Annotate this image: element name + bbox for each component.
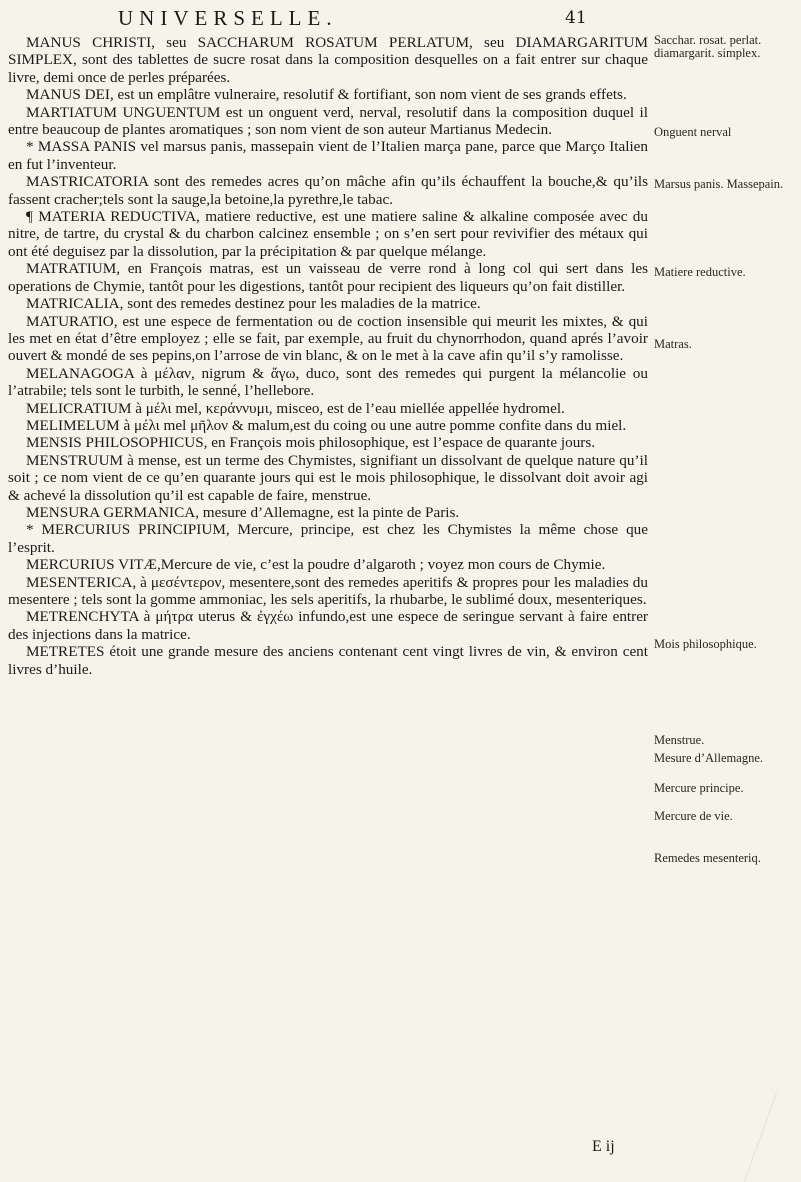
entry-mensis-philosophicus: MENSIS PHILOSOPHICUS, en François mois philosophique, est l’espace de quarante jours.: [26, 434, 596, 452]
margin-note-menstrue: Menstrue.: [654, 733, 705, 747]
entry-mensura-germanica: MENSURA GERMANICA, mesure d’Allemagne, est la pinte de Paris.: [26, 503, 460, 521]
entry-menstruum: MENSTRUUM à mense, est un terme des Chymistes, signifiant un dissolvant de quelque nature qu’il soit ; ce nom vient de ce qu’en quarante jours qui est le mois philosophique, le dissolvant doit avoir agi & achevé la dissolution qu’il est capable de faire, menstrue.: [8, 451, 648, 504]
entry-mastricatoria: MASTRICATORIA sont des remedes acres qu’on mâche afin qu’ils échauffent la bouche,& qu’ils fassent cracher;tels sont la sauge,la betoine,la pyrethre,le tabac.: [8, 173, 648, 208]
dictionary-column: [8, 34, 648, 678]
entry-materia-reductiva: ¶ MATERIA REDUCTIVA, matiere reductive, est une matiere saline & alkaline composée avec du nitre, de tartre, du crystal & du charbon calcinez ensemble ; on s’en sert pour revivifier des métaux qui ont été deguisez par la dissolution, par la précipitation & par quelque mélange.: [8, 208, 648, 260]
entry-melanagoga: MELANAGOGA à μέλαν, nigrum & ἄγω, duco, sont des remedes qui purgent la mélancolie ou l’atrabile; tels sont le turbith, le senné, l’hellebore.: [8, 364, 648, 400]
margin-note-mois: Mois philosophique.: [654, 637, 757, 651]
margin-note-remedes: Remedes mesenteriq.: [654, 851, 761, 865]
entry-melimelum: MELIMELUM à μέλι mel μῆλον & malum,est du coing ou une autre pomme confite dans du miel.: [26, 416, 627, 434]
signature-mark: E ij: [592, 1138, 615, 1155]
entry-melicratium: MELICRATIUM à μέλι mel, κεράννυμι, misceo, est de l’eau miellée appellée hydromel.: [26, 399, 565, 417]
margin-note-mercure-vie: Mercure de vie.: [654, 809, 733, 823]
entry-manus-christi: MANUS CHRISTI, seu SACCHARUM ROSATUM PERLATUM, seu DIAMARGARITUM SIMPLEX, sont des tablettes de sucre rosat dans la composition desquelles on a fait entrer sur chaque livre, demi once de perles préparées.: [8, 34, 648, 86]
entry-manus-dei: MANUS DEI, est un emplâtre vulneraire, resolutif & fortifiant, son nom vient de ses grands effets.: [26, 86, 627, 104]
entry-mercurius-principium: * MERCURIUS PRINCIPIUM, Mercure, principe, est chez les Chymistes la même chose que l’esprit.: [8, 521, 648, 556]
entry-matricalia: MATRICALIA, sont des remedes destinez pour les maladies de la matrice.: [26, 295, 481, 313]
entry-maturatio: MATURATIO, est une espece de fermentation ou de coction insensible qui meurit les mixtes, & qui les met en état d’être employez ; elle se fait, par exemple, au fruit du chynorrhodon, quand aprés l’avoir ouvert & mondé de ses pepins,on l’arrose de vin blanc, & on le met à la cave afin qu’il s’y ramolisse.: [8, 312, 648, 365]
entry-matratium: MATRATIUM, en François matras, est un vaisseau de verre rond à long col qui sert dans les operations de Chymie, tantôt pour les digestions, tantôt pour recipient des liqueurs qu’on fait distiller.: [8, 260, 648, 295]
running-title: UNIVERSELLE.: [118, 6, 338, 30]
entry-massa-panis: * MASSA PANIS vel marsus panis, massepain vient de l’Italien marça pane, parce que Março Italien en fut l’inventeur.: [8, 138, 648, 173]
margin-note-onguent: Onguent nerval: [654, 125, 732, 139]
margin-note-mercure-principe: Mercure principe.: [654, 781, 744, 795]
page-header: [0, 6, 801, 34]
margin-note-sacchar: Sacchar. rosat. perlat. diamargarit. simplex.: [654, 33, 762, 61]
entry-mercurius-vitae: MERCURIUS VITÆ,Mercure de vie, c’est la poudre d’algaroth ; voyez mon cours de Chymie.: [26, 556, 606, 574]
margin-note-matras: Matras.: [654, 337, 692, 351]
page-fold-mark: [744, 1092, 801, 1182]
margin-note-matiere: Matiere reductive.: [654, 265, 746, 279]
entry-martiatum: MARTIATUM UNGUENTUM est un onguent verd, nerval, resolutif dans la composition duquel il entre beaucoup de plantes aromatiques ; son nom vient de son auteur Martianus Medecin.: [8, 103, 648, 139]
margin-note-mesure: Mesure d’Allemagne.: [654, 751, 763, 765]
entry-mesenterica: MESENTERICA, à μεσέντερον, mesentere,sont des remedes aperitifs & propres pour les maladies du mesentere ; tels sont la gomme ammoniac, les sels aperitifs, la rhubarbe, le sublimé doux, mesenteriques.: [8, 573, 648, 608]
page-number: 41: [565, 8, 587, 28]
entry-metretes: METRETES étoit une grande mesure des anciens contenant cent vingt livres de vin, & environ cent livres d’huile.: [8, 643, 648, 678]
entry-metrenchyta: METRENCHYTA à μήτρα uterus & ἐγχέω infundo,est une espece de seringue servant à faire entrer des injections dans la matrice.: [8, 608, 648, 643]
margin-note-massepain: Marsus panis. Massepain.: [654, 177, 784, 191]
